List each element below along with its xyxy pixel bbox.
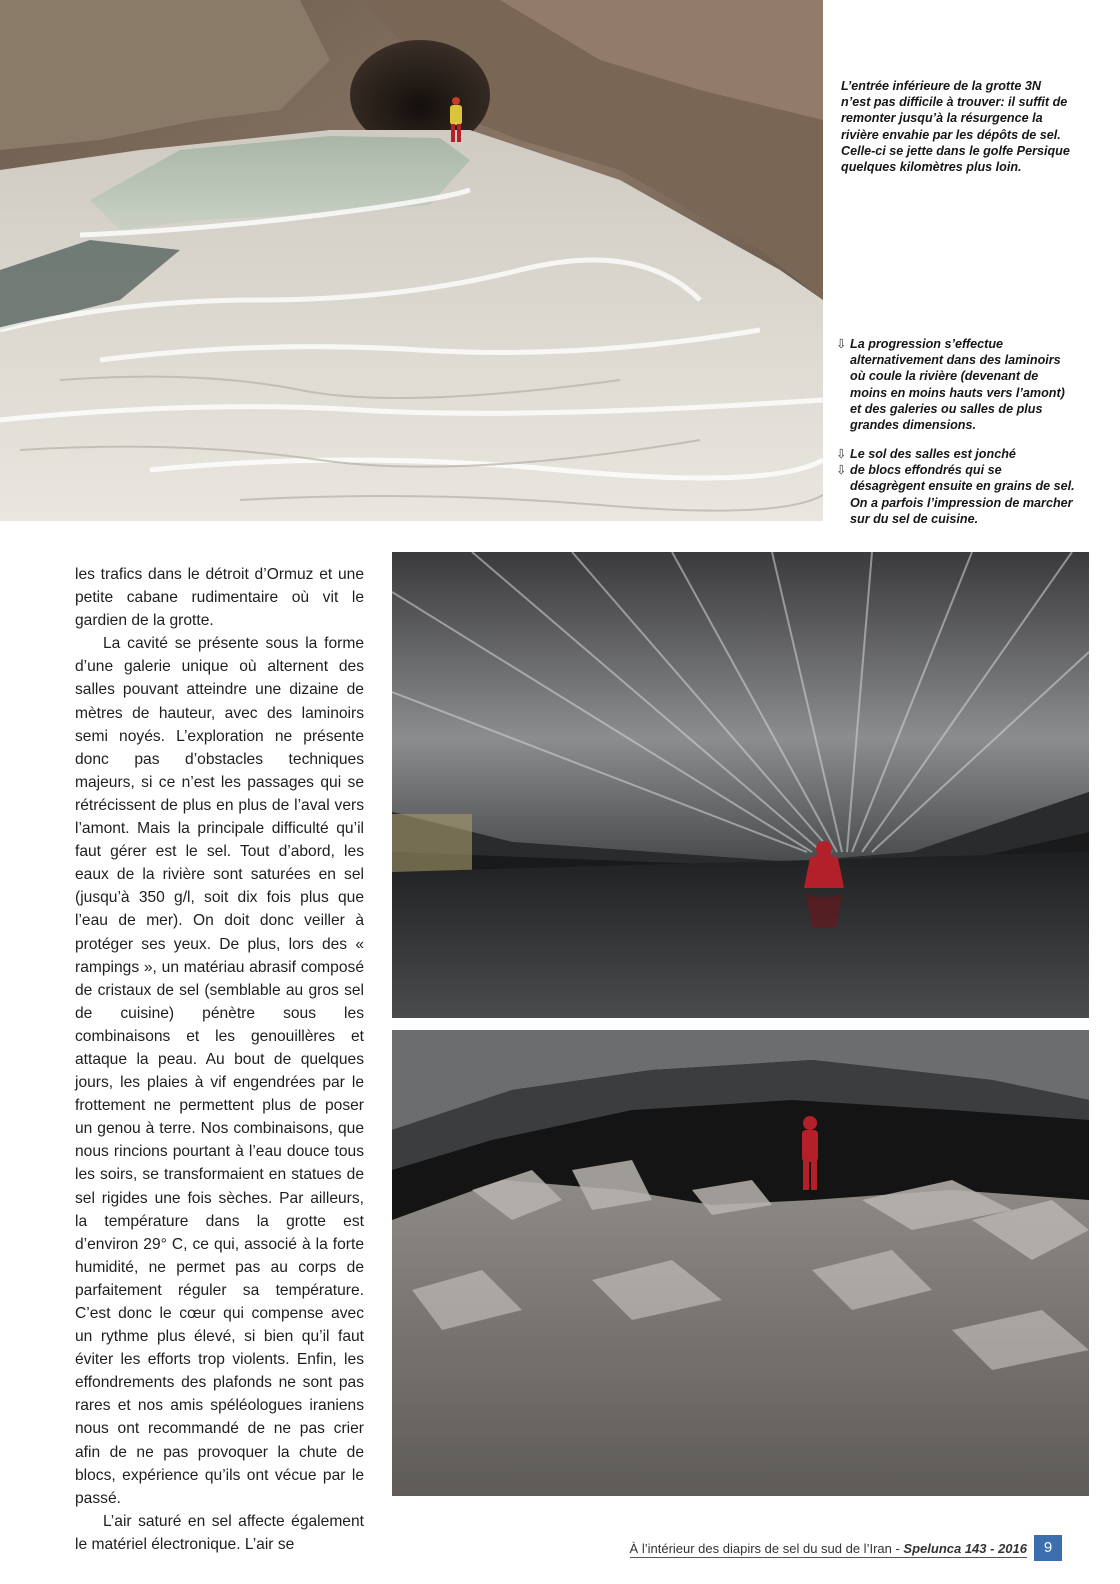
arrow-down-icon: ⇩ <box>836 337 847 351</box>
arrow-down-icon: ⇩ <box>836 447 847 461</box>
article-body <box>75 563 364 1556</box>
photo-salt-resurgence <box>0 0 823 521</box>
caption-progression <box>836 336 1076 433</box>
footer-journal: Spelunca 143 - 2016 <box>903 1541 1027 1556</box>
paragraph: La cavité se présente sous la forme d’une galerie unique où alternent des salles pouvant atteindre une dizaine de mètres de hauteur, avec des laminoirs semi noyés. L’exploration ne présente donc pas d’obstacles techniques majeurs, si ce n’est les passages qui se rétrécissent de plus en plus de l’aval vers l’amont. Mais la principale difficulté qu’il faut gérer est le sel. Tout d’abord, les eaux de la rivière sont saturées en sel (jusqu’à 350 g/l, soit dix fois plus que l’eau de mer). On doit donc veiller à protéger ses yeux. De plus, lors des « rampings », un matériau abrasif composé de cristaux de sel (semblable au gros sel de cuisine) pénètre sous les combinaisons et les genouillères et attaque la peau. Au bout de quelques jours, les plaies à vif engendrées par le frottement ne permettent plus de poser un genou à terre. Nos combinaisons, que nous rincions pourtant à l’eau douce tous les soirs, se transformaient en statues de sel rigides une fois sèches. Par ailleurs, la température dans la grotte est d’environ 29° C, ce qui, associé à la forte humidité, ne permet pas au corps de parfaitement réguler sa température. C’est donc le cœur qui compense avec un rythme plus élevé, si bien qu’il faut éviter les efforts trop violents. Enfin, les effondrements des plafonds ne sont pas rares et nos amis spéléologues iraniens nous ont recommandé de ne pas crier afin de ne pas provoquer la chute de blocs, expérience qu’ils ont vécue par le passé. <box>75 635 364 1507</box>
page-footer <box>630 1541 1027 1558</box>
arrow-down-icon: ⇩ <box>836 463 847 478</box>
caption-entrance: L’entrée inférieure de la grotte 3N n’est pas difficile à trouver: il suffit de remonter jusqu’à la résurgence la rivière envahie par les dépôts de sel. Celle-ci se jette dans le golfe Persique quelques kilomètres plus loin. <box>841 79 1070 175</box>
caption-floor-line2: de blocs effondrés qui se désagrègent ensuite en grains de sel. On a parfois l’impression de marcher sur du sel de cuisine. <box>850 463 1075 526</box>
page-number: 9 <box>1034 1535 1062 1561</box>
paragraph: L’air saturé en sel affecte également le matériel électronique. L’air se <box>75 1512 364 1553</box>
footer-title: À l’intérieur des diapirs de sel du sud de l’Iran - <box>629 1541 904 1556</box>
caption-floor-line1: Le sol des salles est jonché <box>850 447 1016 461</box>
caption-progression-text: La progression s’effectue alternativement dans des laminoirs où coule la rivière (devenant de moins en moins hauts vers l’amont) et des galeries ou salles de plus grandes dimensions. <box>850 337 1065 433</box>
photo-collapsed-blocks <box>392 1030 1089 1496</box>
caption-floor <box>836 446 1076 527</box>
paragraph: les trafics dans le détroit d’Ormuz et une petite cabane rudimentaire où vit le gardien de la grotte. <box>75 566 364 630</box>
photo-salt-laminoir <box>392 552 1089 1018</box>
